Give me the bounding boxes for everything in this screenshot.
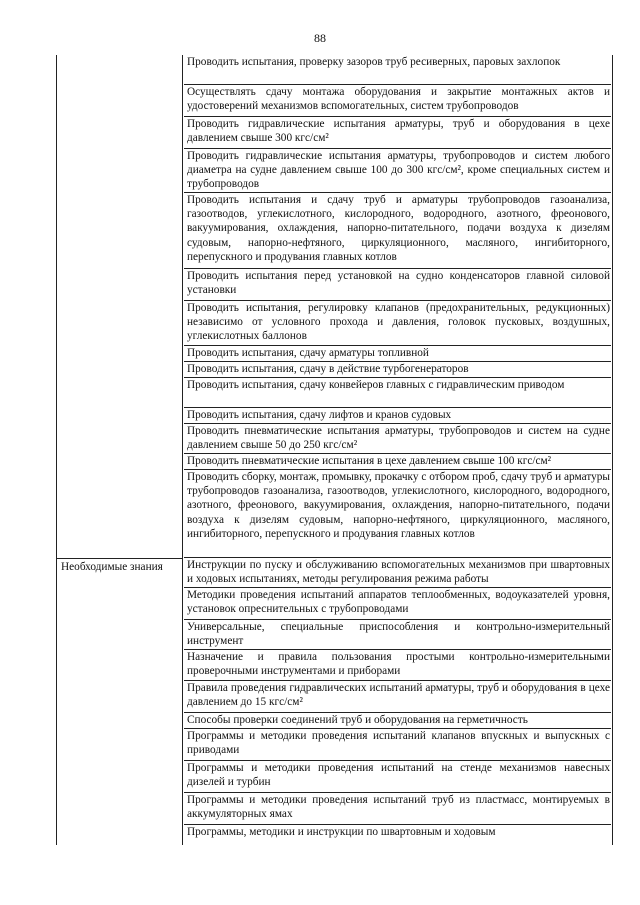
- skill-row: Проводить испытания, сдачу в действие турбогенераторов: [184, 362, 611, 378]
- skill-row: Проводить гидравлические испытания арматуры, труб и оборудования в цехе давлением свыше 300 кгс/см²: [184, 117, 611, 149]
- knowledge-row: Инструкции по пуску и обслуживанию вспомогательных механизмов при швартовных и ходовых испытаниях, методы регулирования режима работы: [184, 558, 611, 588]
- page-number: 88: [314, 31, 326, 45]
- knowledge-row: Методики проведения испытаний аппаратов теплообменных, водоуказателей уровня, установок опреснительных с трубопроводами: [184, 588, 611, 620]
- knowledge-row: Программы и методики проведения испытаний на стенде механизмов навесных дизелей и турбин: [184, 761, 611, 793]
- skill-row: Проводить испытания и сдачу труб и арматуры трубопроводов газоанализа, газоотводов, углекислотного, кислородного, водородного, азотного, фреонового, вакуумирования, охлаждения, напорно-питательного, подачи воздуха к дизелям судовым, напорно-нефтяного, циркуляционного, масляного, ингибиторного, перепускного и продувания главных котлов: [184, 193, 611, 269]
- knowledge-row: Программы, методики и инструкции по швартовным и ходовым: [187, 826, 496, 838]
- skill-row: Проводить испытания, сдачу лифтов и кранов судовых: [184, 408, 611, 424]
- skill-row: Проводить испытания перед установкой на судно конденсаторов главной силовой установки: [184, 269, 611, 301]
- required-knowledge-label: Необходимые знания: [61, 561, 163, 573]
- knowledge-row: Правила проведения гидравлических испытаний арматуры, труб и оборудования в цехе давлением до 15 кгс/см²: [184, 681, 611, 713]
- skill-row: Проводить испытания, сдачу конвейеров главных с гидравлическим приводом: [184, 378, 611, 408]
- skill-row: Проводить испытания, регулировку клапанов (предохранительных, редукционных) независимо от условного прохода и давления, головок пусковых, воздушных, углекислотных баллонов: [184, 301, 611, 346]
- knowledge-row: Назначение и правила пользования простыми контрольно-измерительными проверочными инструментами и приборами: [184, 650, 611, 681]
- column-divider: [182, 55, 183, 845]
- skill-row: Проводить сборку, монтаж, промывку, прокачку с отбором проб, сдачу труб и арматуры трубопроводов газоанализа, газоотводов, углекислотного, кислородного, водородного, азотного, фреонового, вакуумирования, охлаждения, напорно-питательного, подачи воздуха к дизелям судовым, напорно-нефтяного, циркуляционного, масляного, ингибиторного, перепускного и продувания главных котлов: [184, 470, 611, 558]
- skill-row: Проводить пневматические испытания арматуры, трубопроводов и систем на судне давлением свыше 50 до 250 кгс/см²: [184, 424, 611, 454]
- competency-table: [56, 55, 613, 845]
- knowledge-row: Программы и методики проведения испытаний труб из пластмасс, монтируемых в аккумуляторных ямах: [184, 793, 611, 825]
- skill-row: Осуществлять сдачу монтажа оборудования и закрытие монтажных актов и удостоверений механизмов вспомогательных, систем трубопроводов: [184, 85, 611, 117]
- knowledge-row: Универсальные, специальные приспособления и контрольно-измерительный инструмент: [184, 620, 611, 650]
- skill-row: Проводить гидравлические испытания арматуры, трубопроводов и систем любого диаметра на судне давлением свыше 100 до 300 кгс/см², кроме специальных систем и трубопроводов: [184, 149, 611, 193]
- skill-row: Проводить испытания, проверку зазоров труб ресиверных, паровых захлопок: [184, 55, 611, 85]
- skill-row: Проводить пневматические испытания в цехе давлением свыше 100 кгс/см²: [184, 454, 611, 470]
- skill-row: Проводить испытания, сдачу арматуры топливной: [184, 346, 611, 362]
- section-separator: [57, 558, 183, 559]
- knowledge-row: Способы проверки соединений труб и оборудования на герметичность: [184, 713, 611, 729]
- knowledge-row: Программы и методики проведения испытаний клапанов впускных и выпускных с приводами: [184, 729, 611, 761]
